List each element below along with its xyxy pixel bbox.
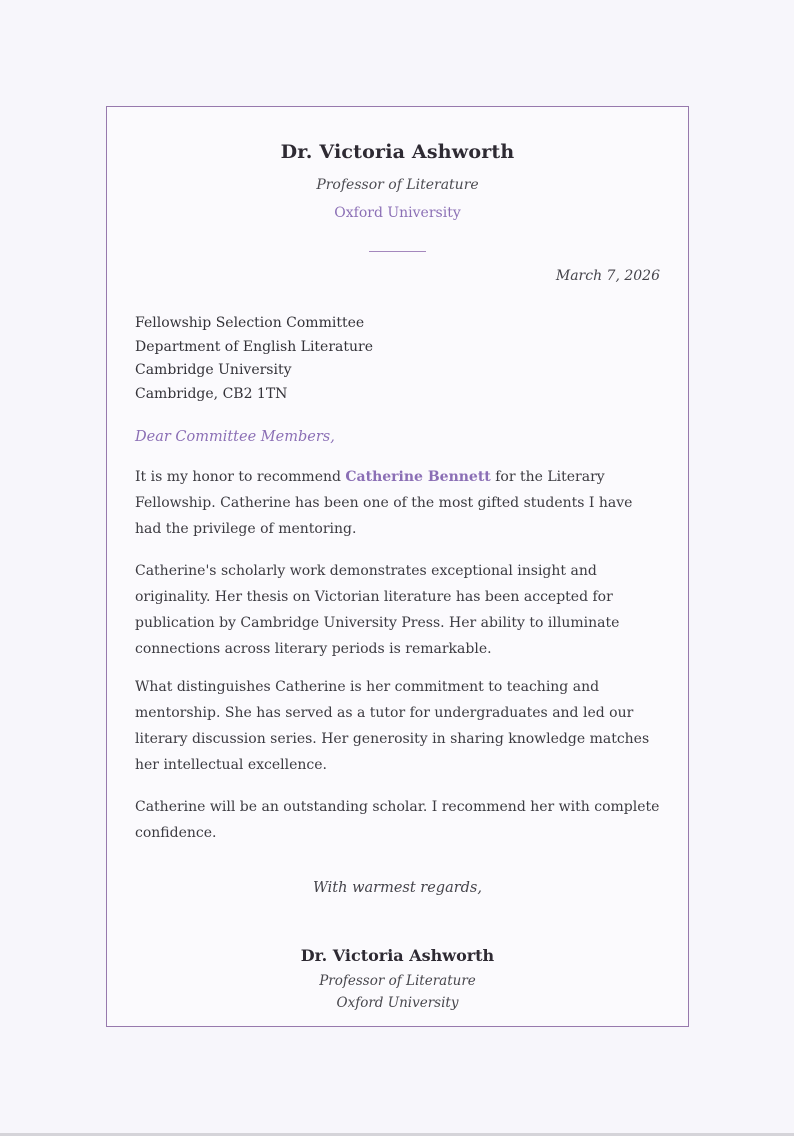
signature-institution: Oxford University bbox=[336, 995, 459, 1011]
recommendation-letter bbox=[106, 106, 689, 1027]
candidate-name-highlight: Catherine Bennett bbox=[345, 469, 491, 485]
recipient-address bbox=[135, 312, 660, 406]
recipient-line: Cambridge, CB2 1TN bbox=[135, 385, 288, 402]
body-paragraph-2: Catherine's scholarly work demonstrates exceptional insight and originality. Her thesis on Victorian literature has been accepted for publication by Cambridge University Press. Her ability to illuminate connections across literary periods is remarkable. bbox=[135, 563, 620, 657]
letterhead-title: Professor of Literature bbox=[316, 177, 479, 193]
paragraph-text: It is my honor to recommend bbox=[135, 469, 346, 485]
salutation: Dear Committee Members, bbox=[135, 429, 335, 445]
header-divider bbox=[369, 251, 426, 252]
body-paragraph-1 bbox=[135, 464, 660, 542]
paragraph-text: for the Literary Fellowship. Catherine has been one of the most gifted students I have had the privilege of mentoring. bbox=[135, 469, 633, 537]
letterhead-institution: Oxford University bbox=[334, 205, 461, 221]
recipient-line: Cambridge University bbox=[135, 362, 292, 378]
recipient-line: Fellowship Selection Committee bbox=[135, 315, 365, 331]
recipient-line: Department of English Literature bbox=[135, 338, 373, 355]
body-paragraph-4: Catherine will be an outstanding scholar. I recommend her with complete confidence. bbox=[135, 799, 660, 841]
signature-block bbox=[135, 945, 660, 1014]
letterhead-name: Dr. Victoria Ashworth bbox=[280, 141, 515, 163]
letterhead bbox=[135, 140, 660, 223]
letter-date: March 7, 2026 bbox=[555, 268, 660, 284]
closing-line: With warmest regards, bbox=[313, 880, 482, 896]
signature-title: Professor of Literature bbox=[319, 973, 476, 989]
body-paragraph-3: What distinguishes Catherine is her commitment to teaching and mentorship. She has served as a tutor for undergraduates and led our literary discussion series. Her generosity in sharing knowledge matches her intellectual excellence. bbox=[135, 679, 650, 773]
signature-name: Dr. Victoria Ashworth bbox=[300, 946, 495, 965]
